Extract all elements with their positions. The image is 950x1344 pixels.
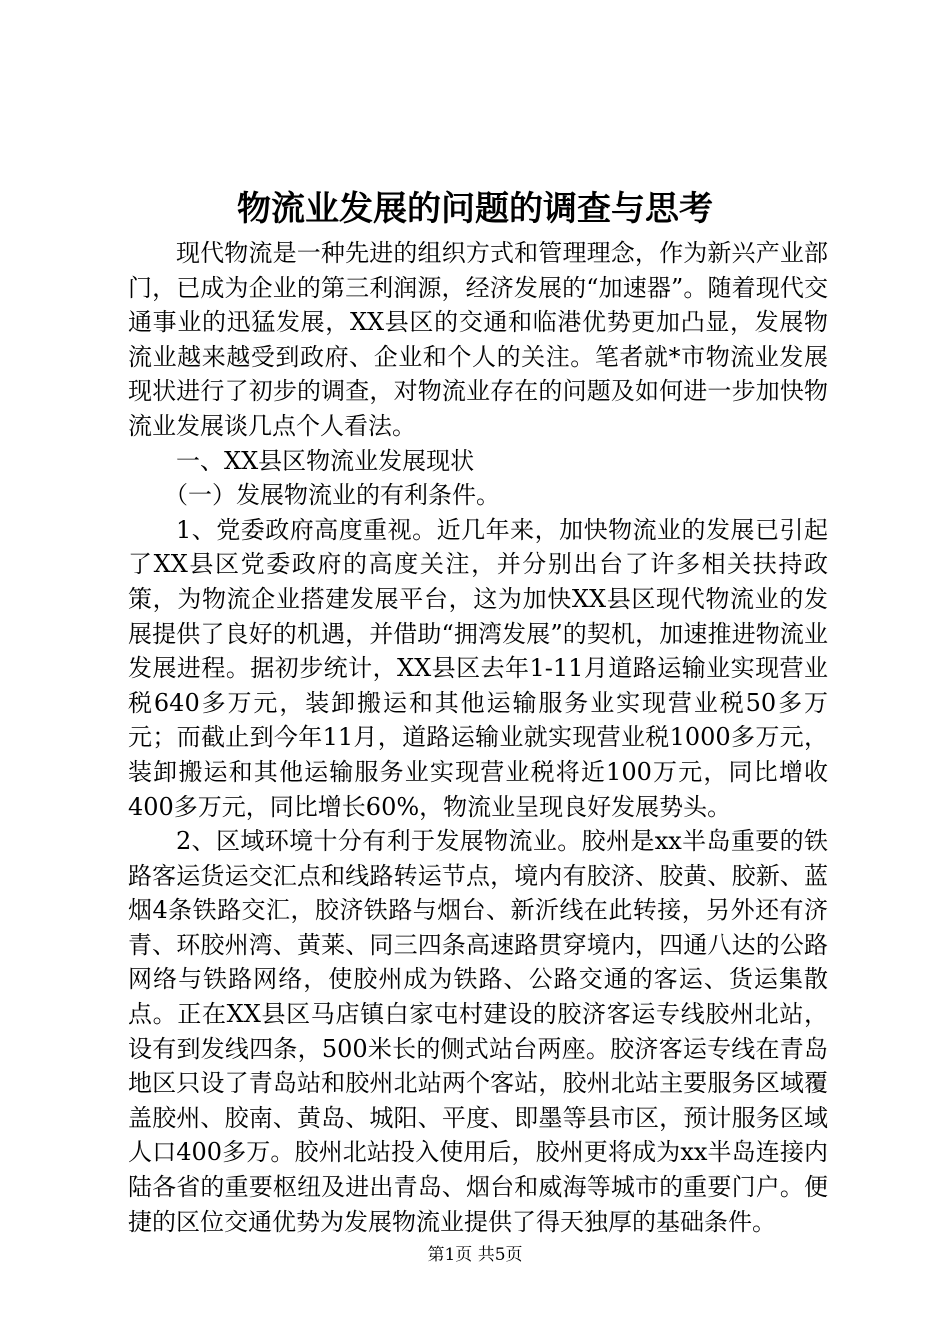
document-title: 物流业发展的问题的调查与思考	[237, 189, 713, 229]
paragraph-point-1: 1、党委政府高度重视。近几年来，加快物流业的发展已引起了XX县区党委政府的高度关注，并分别出台了许多相关扶持政策，为物流企业搭建发展平台，这为加快XX县区现代物流业的发展提供了良好的机遇，并借助“拥湾发展”的契机，加速推进物流业发展进程。据初步统计，XX县区去年1-11月道路运输业实现营业税640多万元，装卸搬运和其他运输服务业实现营业税50多万元；而截止到今年11月，道路运输业就实现营业税1000多万元，装卸搬运和其他运输服务业实现营业税将近100万元，同比增收400多万元，同比增长60%，物流业呈现良好发展势头。	[128, 515, 828, 821]
subsection-heading: （一）发展物流业的有利条件。	[164, 481, 500, 510]
section-heading: 一、XX县区物流业发展现状	[176, 446, 475, 475]
page-footer: 第1页 共5页	[427, 1245, 523, 1265]
paragraph-point-2: 2、区域环境十分有利于发展物流业。胶州是xx半岛重要的铁路客运货运交汇点和线路转运节点，境内有胶济、胶黄、胶新、蓝烟4条铁路交汇，胶济铁路与烟台、新沂线在此转接，另外还有济青、环胶州湾、黄莱、同三四条高速路贯穿境内，四通八达的公路网络与铁路网络，使胶州成为铁路、公路交通的客运、货运集散点。正在XX县区马店镇白家屯村建设的胶济客运专线胶州北站，设有到发线四条，500米长的侧式站台两座。胶济客运专线在青岛地区只设了青岛站和胶州北站两个客站，胶州北站主要服务区域覆盖胶州、胶南、黄岛、城阳、平度、即墨等县市区，预计服务区域人口400多万。胶州北站投入使用后，胶州更将成为xx半岛连接内陆各省的重要枢纽及进出青岛、烟台和威海等城市的重要门户。便捷的区位交通优势为发展物流业提供了得天独厚的基础条件。	[128, 827, 828, 1236]
document-body	[128, 236, 828, 1239]
paragraph-intro: 现代物流是一种先进的组织方式和管理理念，作为新兴产业部门，已成为企业的第三利润源，经济发展的“加速器”。随着现代交通事业的迅猛发展，XX县区的交通和临港优势更加凸显，发展物流业越来越受到政府、企业和个人的关注。笔者就*市物流业发展现状进行了初步的调查，对物流业存在的问题及如何进一步加快物流业发展谈几点个人看法。	[128, 239, 828, 440]
